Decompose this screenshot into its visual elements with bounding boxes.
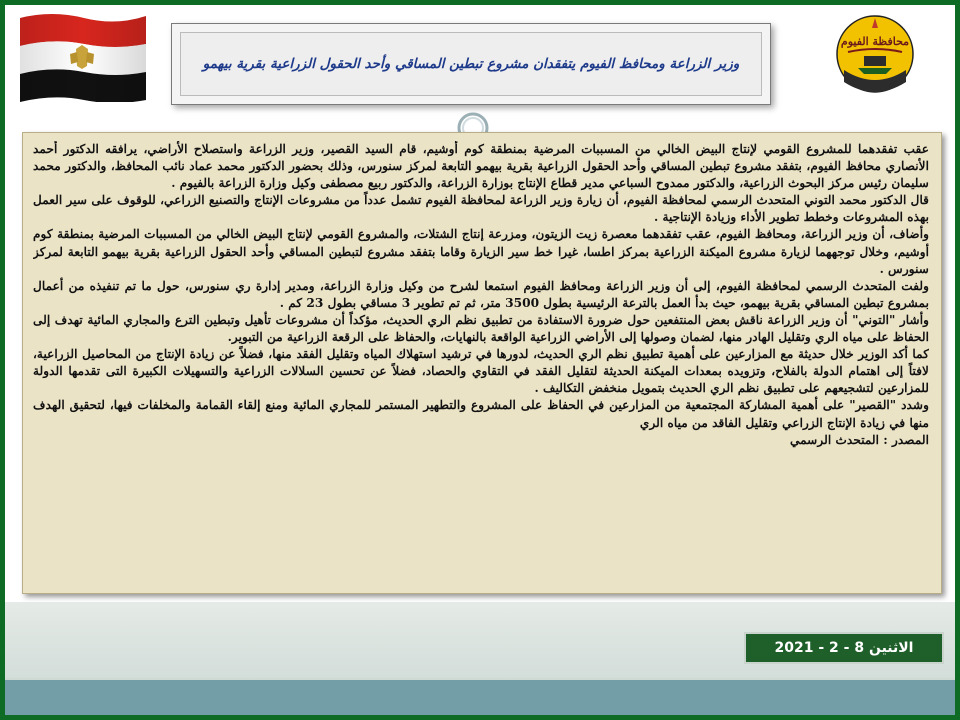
article-paragraph: وشدد "القصير" على أهمية المشاركة المجتمعية من المزارعين في الحفاظ على المشروع والتطهير المستمر للمجاري المائية ومنع إلقاء القمامة والمخلفات فيها، لتحقيق الهدف منها في زيادة الإنتاج الزراعي وتقليل الفاقد من مياه الري <box>33 398 929 430</box>
footer-strip <box>5 680 955 715</box>
date-badge <box>744 632 944 664</box>
article-paragraph: كما أكد الوزير خلال حديثة مع المزارعين على أهمية تطبيق نظم الري الحديث، لدورها في ترشيد استهلاك المياه وتقليل الفقد منها، فضلاً عن زيادة الإنتاج من المحاصيل الزراعية، لافتاً إلى اهتمام الدولة بالفلاح، وتزويده بمعدات الميكنة الحديثة لتقليل الفقد في التقاوي والحصاد، فضلاً عن تحسين السلالات الزراعية والتسهيلات الكبيرة التى تقدمها الدولة للمزارعين لتشجيعهم على تطبيق نظم الري الحديث بتمويل منخفض التكاليف . <box>33 347 929 396</box>
date-text: الاثنين 8 - 2 - 2021 <box>774 640 914 656</box>
article-paragraph: وأضاف، أن وزير الزراعة، ومحافظ الفيوم، عقب تفقدهما معصرة زيت الزيتون، ومزرعة إنتاج الشتلات، والمشروع القومي لإنتاج البيض الخالي من المسببات المرضية بمنطقة كوم أوشيم، وخلال توجههما لزيارة مشروع الميكنة الزراعية بمركز اطسا، غيرا خط سير الزيارة وقاما بتفقد مشروع لتبطين المساقي وأحد الحقول الزراعية بقرية بيهمو التابعة لمركز سنورس . <box>33 227 929 276</box>
egypt-flag-icon <box>16 10 148 102</box>
title-box <box>171 23 771 105</box>
title-inner <box>180 32 762 96</box>
article-paragraph: ولفت المتحدث الرسمي لمحافظة الفيوم، إلى أن وزير الزراعة ومحافظ الفيوم استمعا لشرح من وكيل وزارة الزراعة، ومدير إدارة ري سنورس، حول ما تم تنفيذه من أعمال بمشروع تبطين المساقي بقرية بيهمو، حيث بدأ العمل بالترعة الرئيسية بطول 3500 متر، ثم تم تطوير 3 مساقي بطول 23 كم . <box>33 278 929 310</box>
ministry-emblem-icon <box>834 12 916 96</box>
page-title: وزير الزراعة ومحافظ الفيوم يتفقدان مشروع تبطين المساقي وأحد الحقول الزراعية بقرية بيهمو <box>202 56 740 72</box>
article-paragraph: قال الدكتور محمد التوني المتحدث الرسمي لمحافظة الفيوم، أن زيارة وزير الزراعة لمحافظة الفيوم تشمل عدداً من مشروعات الإنتاج والتصنيع الزراعي، للوقوف على سير العمل بهذه المشروعات وخطط تطوير الأداء وزيادة الإنتاجية . <box>33 193 929 225</box>
article-panel <box>22 132 942 594</box>
article-paragraph: وأشار "التوني" أن وزير الزراعة ناقش بعض المنتفعين حول ضرورة الاستفادة من تطبيق نظم الري الحديث، مؤكداً أن مشروعات تأهيل وتبطين الترع والمجاري المائية تهدف إلى الحفاظ على مياه الري وتقليل الهادر منها، لضمان وصولها إلى الأراضي الزراعية الواقعة بالنهايات، والحفاظ على الرقعة الزراعية من التبوير. <box>33 312 929 345</box>
logo-text: محافظة الفيوم <box>840 35 910 48</box>
article-source: المصدر : المتحدث الرسمي <box>789 432 929 447</box>
article-paragraph: عقب تفقدهما للمشروع القومي لإنتاج البيض الخالي من المسببات المرضية بمنطقة كوم أوشيم، قام السيد القصير، وزير الزراعة واستصلاح الأراضي، يرافقه الدكتور أحمد الأنصاري محافظ الفيوم، بتفقد مشروع تبطين المساقي وأحد الحقول الزراعية بقرية بيهمو التابعة لمركز سنورس، وذلك بحضور الدكتور محمد عماد نائب المحافظ، والدكتور محمد سليمان رئيس مركز البحوث الزراعية، والدكتور ممدوح السباعي مدير قطاع الإنتاج بوزارة الزراعة، والدكتور ربيع مصطفى وكيل وزارة الزراعة بالفيوم . <box>33 142 929 191</box>
article-body <box>33 141 929 587</box>
